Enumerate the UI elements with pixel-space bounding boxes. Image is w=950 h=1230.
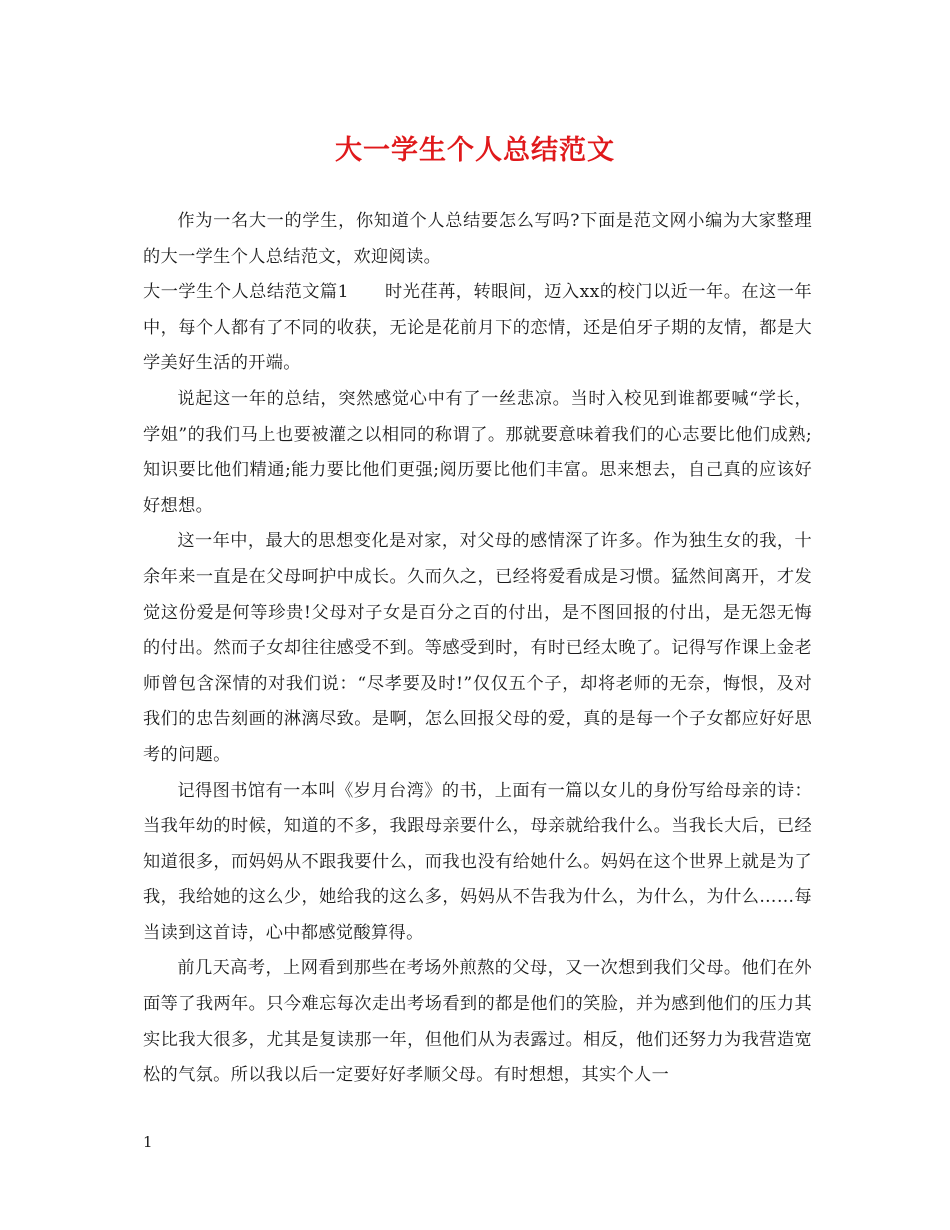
- body-paragraph: 前几天高考，上网看到那些在考场外煎熬的父母，又一次想到我们父母。他们在外面等了我两年。只今难忘每次走出考场看到的都是他们的笑脸，并为感到他们的压力其实比我大很多，尤其是复读那一年，但他们从为表露过。相反，他们还努力为我营造宽松的气氛。所以我以后一定要好好孝顺父母。有时想想，其实个人一: [143, 958, 812, 1086]
- intro-paragraph: 作为一名大一的学生，你知道个人总结要怎么写吗?下面是范文网小编为大家整理的大一学生个人总结范文，欢迎阅读。: [143, 211, 812, 267]
- section-heading: 大一学生个人总结范文篇1: [143, 282, 349, 303]
- body-paragraph: 这一年中，最大的思想变化是对家，对父母的感情深了许多。作为独生女的我，十余年来一直是在父母呵护中成长。久而久之，已经将爱看成是习惯。猛然间离开，才发觉这份爱是何等珍贵!父母对子女是百分之百的付出，是不图回报的付出，是无怨无悔的付出。然而子女却往往感受不到。等感受到时，有时已经太晚了。记得写作课上金老师曾包含深情的对我们说：“尽孝要及时!”仅仅五个子，却将老师的无奈，悔恨，及对我们的忠告刻画的淋漓尽致。是啊，怎么回报父母的爱，真的是每一个子女都应好好思考的问题。: [143, 531, 812, 765]
- document-body: [143, 204, 812, 1094]
- page-number: 1: [143, 1133, 153, 1151]
- body-paragraph: 说起这一年的总结，突然感觉心中有了一丝悲凉。当时入校见到谁都要喊“学长，学姐”的我们马上也要被灌之以相同的称谓了。那就要意味着我们的心志要比他们成熟;知识要比他们精通;能力要比他们更强;阅历要比他们丰富。思来想去，自己真的应该好好想想。: [143, 388, 812, 516]
- section-first-paragraph: [143, 275, 812, 382]
- body-paragraph: 记得图书馆有一本叫《岁月台湾》的书，上面有一篇以女儿的身份写给母亲的诗：当我年幼的时候，知道的不多，我跟母亲要什么，母亲就给我什么。当我长大后，已经知道很多，而妈妈从不跟我要什么，而我也没有给她什么。妈妈在这个世界上就是为了我，我给她的这么少，她给我的这么多，妈妈从不告我为什么，为什么，为什么……每当读到这首诗，心中都感觉酸算得。: [143, 780, 812, 943]
- section-first-paragraph-text: 时光荏苒，转眼间，迈入xx的校门以近一年。在这一年中，每个人都有了不同的收获，无论是花前月下的恋情，还是伯牙子期的友情，都是大学美好生活的开端。: [143, 282, 813, 374]
- document-title: 大一学生个人总结范文: [335, 135, 615, 166]
